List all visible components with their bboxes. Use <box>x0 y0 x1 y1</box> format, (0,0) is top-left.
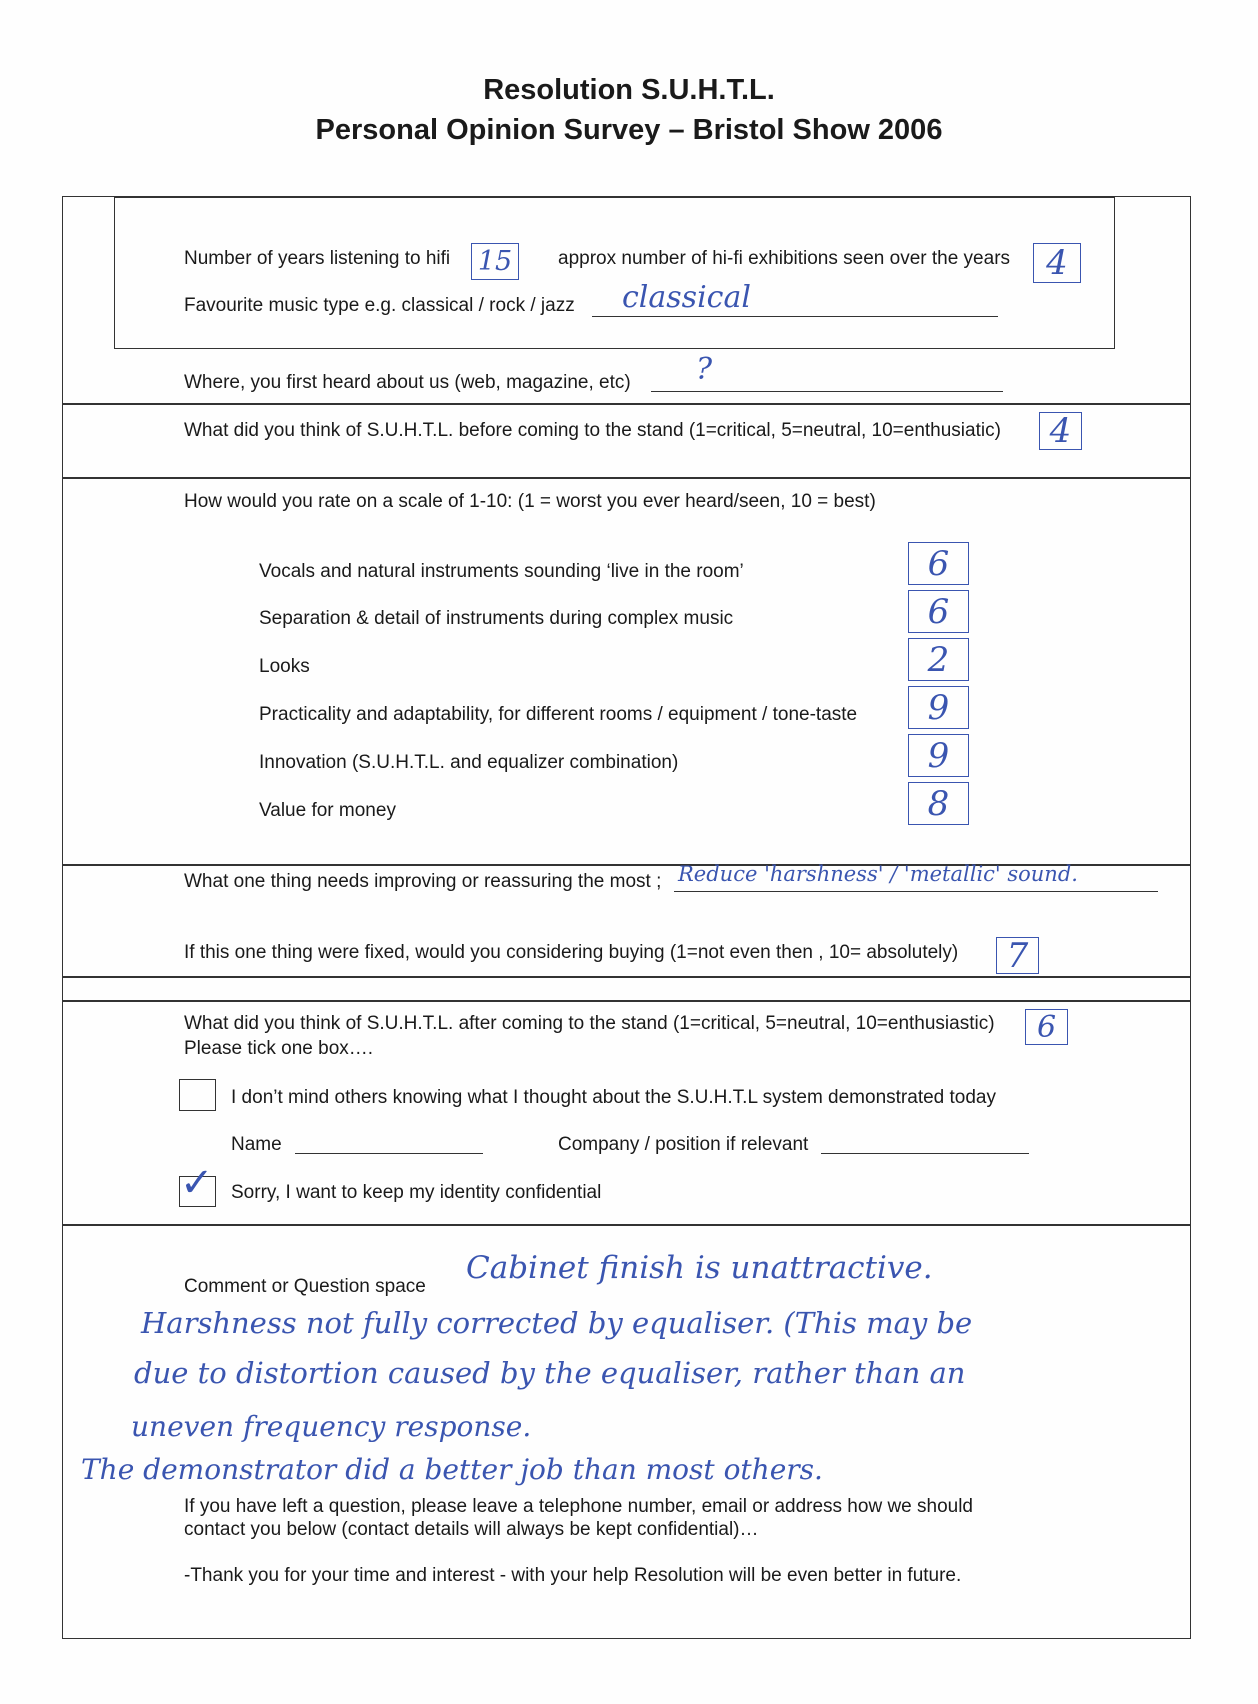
music-label: Favourite music type e.g. classical / rock / jazz <box>184 295 575 316</box>
buy-field[interactable]: 7 <box>996 937 1039 974</box>
section-divider <box>62 976 1191 978</box>
years-field[interactable]: 15 <box>471 243 519 280</box>
intro-frame <box>114 197 1115 349</box>
section-divider <box>62 403 1191 405</box>
music-underline <box>592 316 998 317</box>
thank-you-text: -Thank you for your time and interest - with your help Resolution will be even better in future. <box>184 1565 962 1586</box>
improve-label: What one thing needs improving or reassuring the most ; <box>184 871 662 892</box>
name-field[interactable] <box>295 1153 483 1154</box>
comment-line[interactable]: Cabinet finish is unattractive. <box>466 1250 933 1286</box>
rating-field-innovation[interactable]: 9 <box>908 734 969 777</box>
rating-field-value[interactable]: 8 <box>908 782 969 825</box>
public-option-label: I don’t mind others knowing what I thought about the S.U.H.T.L system demonstrated today <box>231 1087 996 1108</box>
comment-label: Comment or Question space <box>184 1276 426 1297</box>
rating-label-value: Value for money <box>259 800 396 821</box>
before-label: What did you think of S.U.H.T.L. before coming to the stand (1=critical, 5=neutral, 10=enthusiatic) <box>184 420 1001 441</box>
section-divider <box>62 1000 1191 1002</box>
comment-line[interactable]: The demonstrator did a better job than most others. <box>81 1453 823 1486</box>
rating-field-looks[interactable]: 2 <box>908 638 969 681</box>
section-divider <box>62 1224 1191 1226</box>
rating-label-practicality: Practicality and adaptability, for different rooms / equipment / tone-taste <box>259 704 858 725</box>
confidential-option-label: Sorry, I want to keep my identity confidential <box>231 1182 602 1203</box>
heard-about-underline <box>651 391 1003 392</box>
company-field[interactable] <box>821 1153 1029 1154</box>
name-label: Name <box>231 1134 282 1155</box>
contact-instructions-2: contact you below (contact details will always be kept confidential)… <box>184 1519 759 1540</box>
rating-field-vocals[interactable]: 6 <box>908 542 969 585</box>
comment-line[interactable]: due to distortion caused by the equaliser, rather than an <box>134 1356 966 1390</box>
rating-label-vocals: Vocals and natural instruments sounding ‘live in the room’ <box>259 561 744 582</box>
comment-line[interactable]: Harshness not fully corrected by equaliser. (This may be <box>141 1306 973 1340</box>
heard-about-label: Where, you first heard about us (web, magazine, etc) <box>184 372 631 393</box>
rating-field-separation[interactable]: 6 <box>908 590 969 633</box>
comment-line[interactable]: uneven frequency response. <box>131 1410 532 1443</box>
rating-label-separation: Separation & detail of instruments during complex music <box>259 608 734 629</box>
before-field[interactable]: 4 <box>1039 412 1082 450</box>
music-field[interactable]: classical <box>622 280 751 315</box>
improve-field[interactable]: Reduce 'harshness' / 'metallic' sound. <box>678 862 1078 886</box>
rating-field-practicality[interactable]: 9 <box>908 686 969 729</box>
exhibitions-field[interactable]: 4 <box>1033 243 1081 283</box>
ratings-intro: How would you rate on a scale of 1-10: (1 = worst you ever heard/seen, 10 = best) <box>184 491 876 512</box>
section-divider <box>62 477 1191 479</box>
company-label: Company / position if relevant <box>558 1134 809 1155</box>
tick-mark-icon: ✓ <box>180 1160 214 1206</box>
rating-label-looks: Looks <box>259 656 310 677</box>
improve-underline <box>674 891 1158 892</box>
heard-about-field[interactable]: ? <box>696 352 713 387</box>
exhibitions-label: approx number of hi-fi exhibitions seen over the years <box>558 248 1011 269</box>
public-checkbox[interactable] <box>179 1079 216 1111</box>
contact-instructions: If you have left a question, please leave a telephone number, email or address how we should <box>184 1496 974 1517</box>
after-field[interactable]: 6 <box>1025 1009 1068 1045</box>
years-label: Number of years listening to hifi <box>184 248 451 269</box>
tick-prompt: Please tick one box…. <box>184 1038 374 1059</box>
after-label: What did you think of S.U.H.T.L. after coming to the stand (1=critical, 5=neutral, 10=enthusiastic) <box>184 1013 995 1034</box>
rating-label-innovation: Innovation (S.U.H.T.L. and equalizer combination) <box>259 752 679 773</box>
buy-label: If this one thing were fixed, would you considering buying (1=not even then , 10= absolutely) <box>184 942 959 963</box>
page-subtitle: Personal Opinion Survey – Bristol Show 2006 <box>315 114 943 146</box>
page-title: Resolution S.U.H.T.L. <box>483 74 775 106</box>
